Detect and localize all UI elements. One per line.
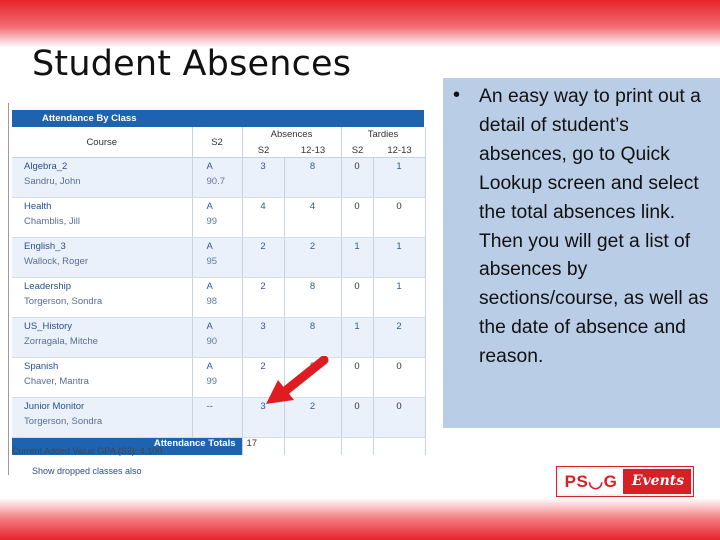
tar-year-value: 0 [373,358,425,398]
grade-link[interactable]: A [206,281,213,292]
col-absences: Absences S2 12-13 [242,127,341,158]
instruction-text: An easy way to print out a detail of student’s absences, go to Quick Lookup screen and select the total absences link. Then you will get a list of absences by sections/course, as well as the date of absence and reason. [479,86,709,368]
tar-year-value: 0 [373,398,425,438]
col-tar-year[interactable]: 12-13 [387,145,412,156]
tar-s2-value: 0 [341,158,373,198]
bullet-icon: • [453,84,461,106]
score-value: 99 [206,216,218,227]
bottom-red-band [0,498,720,540]
tar-s2-value: 0 [341,198,373,238]
grade-link[interactable]: A [206,161,213,172]
col-s2[interactable]: S2 [192,127,242,158]
tar-year-link[interactable]: 1 [373,158,425,198]
col-tar-s2[interactable]: S2 [351,145,364,156]
abs-year-link[interactable]: 2 [284,238,341,278]
abs-year-link[interactable]: 4 [284,198,341,238]
course-link[interactable]: Health [24,201,52,212]
psug-events-logo [557,467,693,496]
abs-year-link[interactable]: 8 [284,158,341,198]
attendance-totals-label: Attendance Totals [12,438,242,456]
table-row [12,398,425,438]
tar-s2-link[interactable]: 1 [341,318,373,358]
abs-year-link[interactable]: 2 [284,398,341,438]
col-abs-s2[interactable]: S2 [257,145,270,156]
tar-s2-link[interactable]: 1 [341,238,373,278]
tar-year-value: 0 [373,198,425,238]
tar-s2-value: 0 [341,358,373,398]
tar-s2-value: 0 [341,398,373,438]
abs-year-link[interactable]: 8 [284,278,341,318]
teacher-link[interactable]: Chaver, Mantra [24,376,89,387]
score-value: 99 [206,376,218,387]
col-tardies: Tardies S2 12-13 [341,127,425,158]
tar-year-link[interactable]: 1 [373,238,425,278]
abs-s2-link[interactable]: 2 [242,278,284,318]
attendance-table [12,127,426,455]
col-course[interactable]: Course [12,127,192,158]
teacher-link[interactable]: Sandru, John [24,176,81,187]
abs-s2-link[interactable]: 2 [242,238,284,278]
table-row [12,198,425,238]
table-row [12,278,425,318]
teacher-link[interactable]: Wallock, Roger [24,256,89,267]
course-link[interactable]: US_History [24,321,73,332]
attendance-table-header [12,127,425,158]
course-link[interactable]: Junior Monitor [24,401,85,412]
course-link[interactable]: Leadership [24,281,72,292]
col-abs-year[interactable]: 12-13 [300,145,326,156]
teacher-link[interactable]: Zorragala, Mitche [24,336,98,347]
attendance-panel-header: Attendance By Class [12,110,424,127]
table-row [12,158,425,198]
abs-s2-link[interactable]: 4 [242,198,284,238]
gpa-line: Current Added Value GPA (S2): 4.100 [12,446,163,456]
grade-value: -- [206,401,213,412]
red-arrow-icon [260,356,330,406]
abs-year-link[interactable]: 8 [284,318,341,358]
grade-link[interactable]: A [206,241,213,252]
grade-link[interactable]: A [206,321,213,332]
tar-year-link[interactable]: 2 [373,318,425,358]
table-row [12,238,425,278]
tar-s2-value: 0 [341,278,373,318]
total-absences-link[interactable]: 17 [242,438,284,456]
top-red-band [0,0,720,48]
logo-events-text: Events [631,473,685,489]
score-value: 90.7 [206,176,225,187]
logo-psug-text: PS◡G [559,469,623,494]
teacher-link[interactable]: Chamblis, Jill [24,216,80,227]
abs-s2-link[interactable]: 2 [242,358,284,398]
grade-link[interactable]: A [206,201,213,212]
teacher-link[interactable]: Torgerson, Sondra [24,296,103,307]
score-value: 90 [206,336,218,347]
tar-year-link[interactable]: 1 [373,278,425,318]
abs-s2-link[interactable]: 3 [242,318,284,358]
abs-s2-link[interactable]: 3 [242,158,284,198]
table-row [12,318,425,358]
score-value: 98 [206,296,218,307]
course-link[interactable]: Spanish [24,361,59,372]
abs-s2-link[interactable]: 3 [242,398,284,438]
table-row [12,358,425,398]
score-value: 95 [206,256,218,267]
show-dropped-link[interactable]: Show dropped classes also [32,466,142,476]
grade-link[interactable]: A [206,361,213,372]
slide-title: Student Absences [32,44,352,84]
course-link[interactable]: English_3 [24,241,66,252]
course-link[interactable]: Algebra_2 [24,161,68,172]
teacher-link[interactable]: Torgerson, Sondra [24,416,103,427]
screenshot-edge [8,103,9,475]
